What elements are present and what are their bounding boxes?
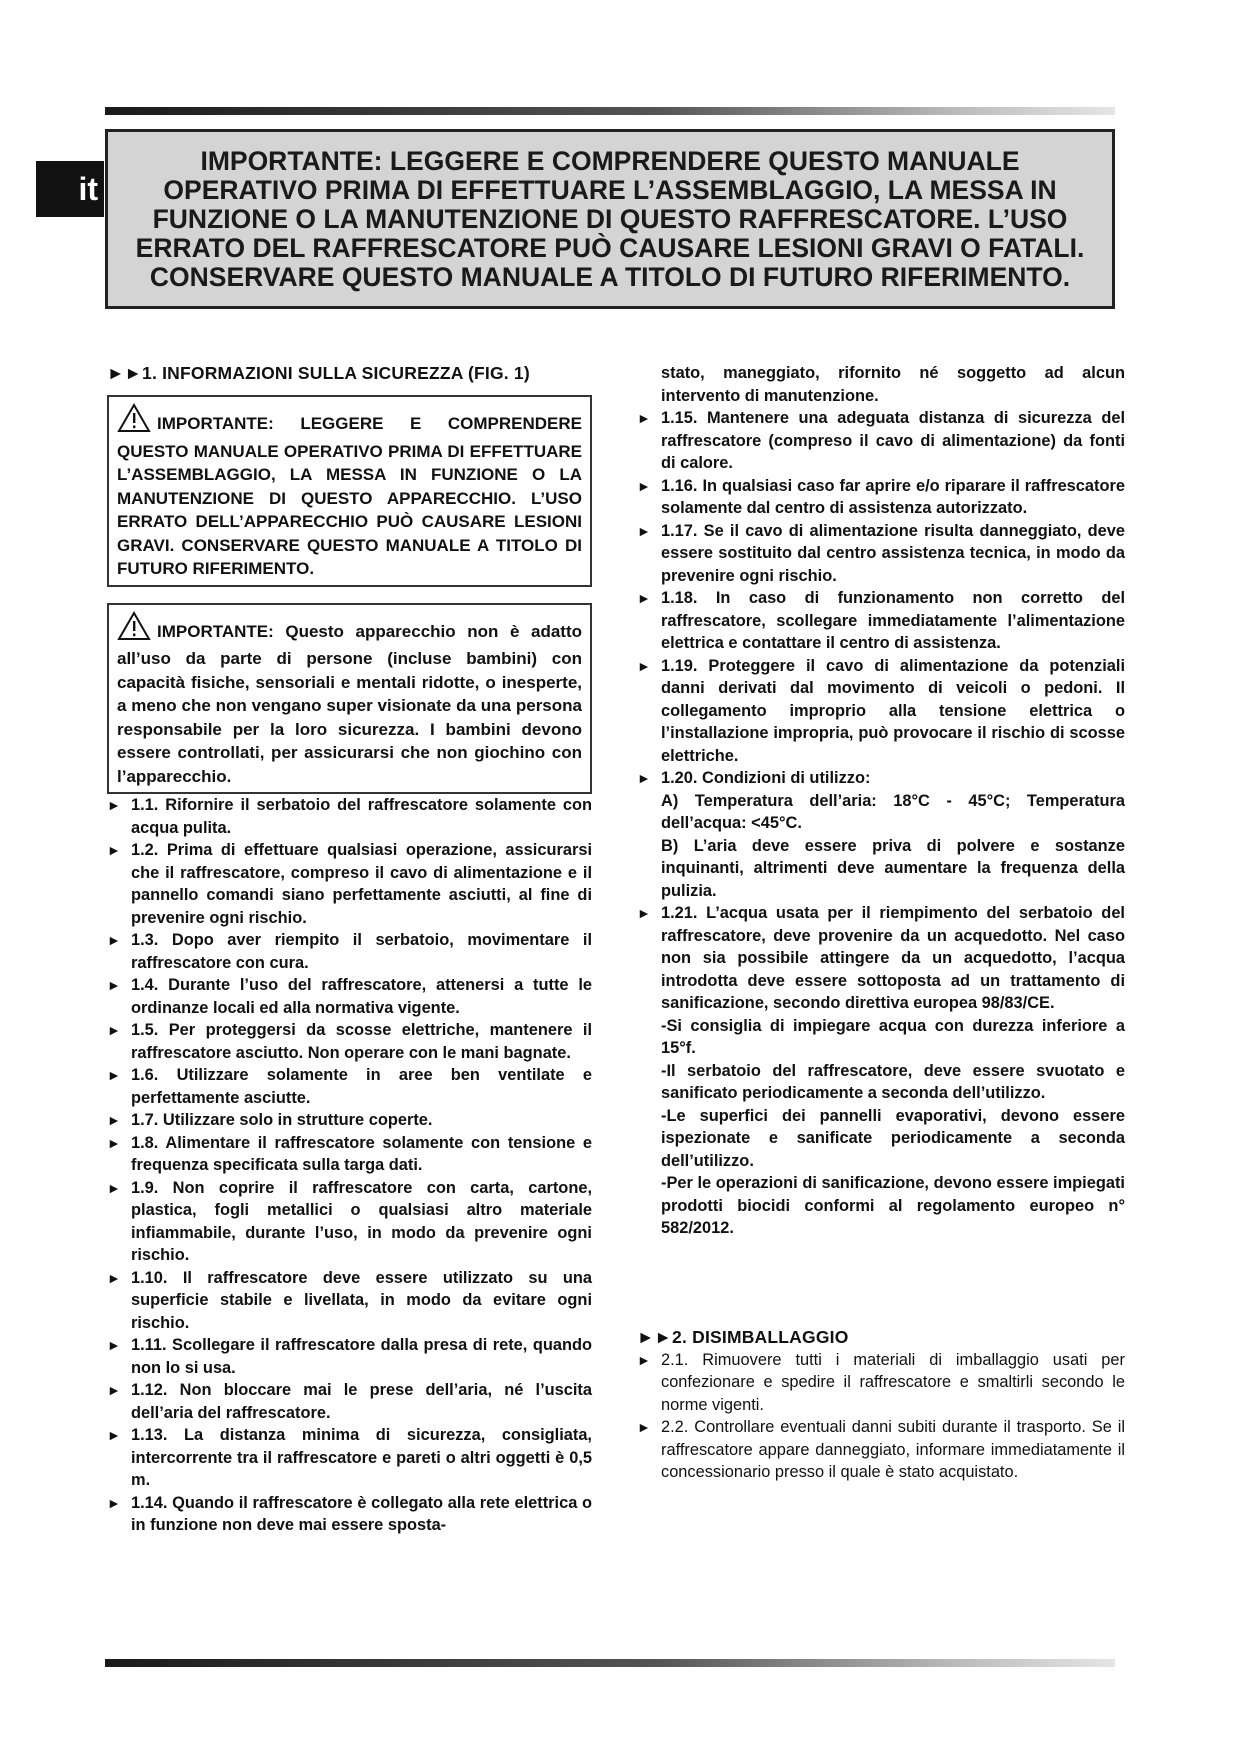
bullet-arrow-icon: ►: [107, 977, 121, 993]
bullet-arrow-icon: ►: [637, 1419, 651, 1435]
right-column: [637, 362, 1125, 1484]
item-text: 1.8. Alimentare il raffrescatore solamente con tensione e frequenza specificata sulla targa dati.: [131, 1133, 592, 1174]
list-item: [637, 1416, 1125, 1484]
bullet-arrow-icon: ►: [107, 1494, 121, 1511]
list-item: [637, 655, 1125, 768]
bottom-rule: [105, 1659, 1115, 1667]
bullet-arrow-icon: ►: [107, 797, 121, 813]
bullet-arrow-icon: ►: [107, 1382, 121, 1398]
bullet-arrow-icon: ►: [637, 477, 651, 494]
bullet-arrow-icon: ►: [107, 1269, 121, 1286]
section2-heading: [637, 1326, 1125, 1349]
top-rule: [105, 107, 1115, 115]
item-text: 2.1. Rimuovere tutti i materiali di imballaggio usati per confezionare e spedire il raffrescatore e smaltirli secondo le norme vigenti.: [661, 1350, 1125, 1414]
item-21-note: -Per le operazioni di sanificazione, devono essere impiegati prodotti biocidi conformi al regolamento europeo n° 582/2012.: [661, 1174, 1125, 1237]
item-20-b: B) L’aria deve essere priva di polvere e sostanze inquinanti, altrimenti deve aumentare la frequenza della pulizia.: [661, 836, 1125, 900]
item-text: 1.13. La distanza minima di sicurezza, consigliata, intercorrente tra il raffrescatore e pareti o altri oggetti è 0,5 m.: [131, 1426, 592, 1489]
warning-1-text: IMPORTANTE: LEGGERE E COMPRENDERE QUESTO MANUALE OPERATIVO PRIMA DI EFFETTUARE L’ASSEMBLAGGIO, LA MESSA IN FUNZIONE O LA MANUTENZIONE DI QUESTO APPARECCHIO. L’USO ERRATO DELL’APPARECCHIO PUÒ CAUSARE LESIONI GRAVI. CONSERVARE QUESTO MANUALE A TITOLO DI FUTURO RIFERIMENTO.: [117, 414, 582, 578]
item-21-note: -Il serbatoio del raffrescatore, deve essere svuotato e sanificato periodicamente a seconda dell’utilizzo.: [661, 1061, 1125, 1102]
bullet-arrow-icon: ►: [637, 1351, 651, 1368]
list-item: [107, 1019, 592, 1064]
section2-heading-text: 2. DISIMBALLAGGIO: [672, 1326, 849, 1347]
item-text: 1.2. Prima di effettuare qualsiasi operazione, assicurarsi che il raffrescatore, compreso il cavo di alimentazione e il pannello comandi siano perfettamente asciutti, al fine di prevenire ogni rischio.: [131, 841, 592, 927]
item-text: 2.2. Controllare eventuali danni subiti durante il trasporto. Se il raffrescatore appare danneggiato, informare immediatamente il concessionario presso il quale è stato acquistato.: [661, 1418, 1125, 1481]
list-item: [637, 407, 1125, 475]
section1-heading-text: 1. INFORMAZIONI SULLA SICUREZZA (FIG. 1): [142, 363, 530, 383]
item-text: 1.19. Proteggere il cavo di alimentazione da potenziali danni derivati dal movimento di veicoli o pedoni. Il collegamento improprio alla tensione elettrica o l’installazione impropria, può provocare il rischio di scosse elettriche.: [661, 656, 1125, 765]
bullet-arrow-icon: ►: [107, 1134, 121, 1151]
item-21-note: -Si consiglia di impiegare acqua con durezza inferiore a 15°f.: [661, 1016, 1125, 1057]
list-item: [107, 1379, 592, 1424]
warning-triangle-icon: [117, 611, 151, 648]
bullet-arrow-icon: ►: [637, 522, 651, 539]
item-20-a: A) Temperatura dell’aria: 18°C - 45°C; Temperatura dell’acqua: <45°C.: [661, 791, 1125, 832]
section1-heading: [107, 362, 592, 385]
list-item: [637, 520, 1125, 588]
item-text: 1.14. Quando il raffrescatore è collegato alla rete elettrica o in funzione non deve mai essere sposta-: [131, 1493, 592, 1534]
list-item: [637, 475, 1125, 520]
list-item: [107, 929, 592, 974]
bullet-arrow-icon: ►: [107, 1067, 121, 1083]
item-21-note: -Le superfici dei pannelli evaporativi, devono essere ispezionate e sanificate periodicamente a seconda dell’utilizzo.: [661, 1106, 1125, 1170]
list-item: [107, 839, 592, 929]
spacer: [637, 1240, 1125, 1326]
heading-arrows-icon: ►►: [107, 363, 143, 383]
item-text: 1.12. Non bloccare mai le prese dell’aria, né l’uscita dell’aria del raffrescatore.: [131, 1381, 592, 1422]
list-item: [107, 1334, 592, 1379]
list-item: [107, 1424, 592, 1492]
bullet-arrow-icon: ►: [637, 410, 651, 426]
list-item: [107, 794, 592, 839]
warning-2-text: IMPORTANTE: Questo apparecchio non è adatto all’uso da parte di persone (incluse bambini) con capacità fisiche, sensoriali e mentali ridotte, o inesperte, a meno che non vengano super visionate da una persona responsabile per la loro sicurezza. I bambini devono essere controllati, per assicurarsi che non giochino con l’apparecchio.: [117, 621, 582, 786]
list-item: [107, 1132, 592, 1177]
list-item: [637, 767, 1125, 790]
important-banner: [105, 129, 1115, 309]
bullet-arrow-icon: ►: [107, 842, 121, 858]
bullet-arrow-icon: ►: [107, 1337, 121, 1353]
bullet-arrow-icon: ►: [637, 770, 651, 786]
bullet-arrow-icon: ►: [107, 1112, 121, 1128]
banner-text: IMPORTANTE: LEGGERE E COMPRENDERE QUESTO MANUALE OPERATIVO PRIMA DI EFFETTUARE L’ASSEMBLAGGIO, LA MESSA IN FUNZIONE O LA MANUTENZIONE DI QUESTO RAFFRESCATORE. L’USO ERRATO DEL RAFFRESCATORE PUÒ CAUSARE LESIONI GRAVI O FATALI. CONSERVARE QUESTO MANUALE A TITOLO DI FUTURO RIFERIMENTO.: [135, 145, 1085, 292]
item-text: 1.1. Rifornire il serbatoio del raffrescatore solamente con acqua pulita.: [131, 796, 592, 837]
language-tab: it: [36, 161, 104, 217]
list-item: [107, 1492, 592, 1537]
item-text: 1.16. In qualsiasi caso far aprire e/o riparare il raffrescatore solamente dal centro di assistenza autorizzato.: [661, 476, 1125, 517]
item-text: 1.5. Per proteggersi da scosse elettriche, mantenere il raffrescatore asciutto. Non operare con le mani bagnate.: [131, 1021, 592, 1062]
warning-box-1: [107, 395, 592, 587]
bullet-arrow-icon: ►: [637, 905, 651, 921]
list-item: [107, 1109, 592, 1132]
bullet-arrow-icon: ►: [637, 590, 651, 606]
item-text: 1.3. Dopo aver riempito il serbatoio, movimentare il raffrescatore con cura.: [131, 931, 592, 972]
list-item: [107, 1064, 592, 1109]
item-text: 1.17. Se il cavo di alimentazione risulta danneggiato, deve essere sostituito dal centro assistenza tecnica, in modo da prevenire ogni rischio.: [661, 521, 1125, 585]
item-text: 1.9. Non coprire il raffrescatore con carta, cartone, plastica, fogli metallici o qualsiasi altro materiale infiammabile, durante l’uso, in modo da prevenire ogni rischio.: [131, 1178, 592, 1264]
item-text: 1.20. Condizioni di utilizzo:: [661, 769, 871, 787]
bullet-arrow-icon: ►: [107, 1022, 121, 1038]
item-text: 1.7. Utilizzare solo in strutture coperte.: [131, 1111, 433, 1129]
warning-box-2: [107, 603, 592, 795]
list-item: [107, 1267, 592, 1335]
warning-triangle-icon: [117, 403, 151, 440]
list-item: [637, 902, 1125, 1015]
item-text: 1.11. Scollegare il raffrescatore dalla presa di rete, quando non lo si usa.: [131, 1336, 592, 1377]
list-item: [637, 587, 1125, 655]
item-text: 1.21. L’acqua usata per il riempimento del serbatoio del raffrescatore, deve provenire da un acquedotto. Nel caso non sia possibile attingere da un acquedotto, l’acqua introdotta deve essere sottoposta ad un trattamento di sanificazione, secondo direttiva europea 98/83/CE.: [661, 904, 1125, 1012]
heading-arrows-icon: ►►: [637, 1326, 673, 1347]
item-text: 1.6. Utilizzare solamente in aree ben ventilate e perfettamente asciutte.: [131, 1066, 592, 1107]
list-item: [107, 1177, 592, 1267]
bullet-arrow-icon: ►: [107, 932, 121, 948]
item-text: 1.4. Durante l’uso del raffrescatore, attenersi a tutte le ordinanze locali ed alla normativa vigente.: [131, 976, 592, 1017]
bullet-arrow-icon: ►: [107, 1179, 121, 1196]
bullet-arrow-icon: ►: [107, 1427, 121, 1443]
item-text: 1.10. Il raffrescatore deve essere utilizzato su una superficie stabile e livellata, in modo da evitare ogni rischio.: [131, 1268, 592, 1332]
item-14-continued: stato, maneggiato, rifornito né soggetto ad alcun intervento di manutenzione.: [661, 364, 1125, 405]
list-item: [637, 1349, 1125, 1417]
item-text: 1.15. Mantenere una adeguata distanza di sicurezza del raffrescatore (compreso il cavo di alimentazione) da fonti di calore.: [661, 409, 1125, 472]
bullet-arrow-icon: ►: [637, 657, 651, 674]
list-item: [107, 974, 592, 1019]
item-text: 1.18. In caso di funzionamento non corretto del raffrescatore, scollegare immediatamente l’alimentazione elettrica e contattare il centro di assistenza.: [661, 589, 1125, 652]
left-column: [107, 362, 592, 1537]
